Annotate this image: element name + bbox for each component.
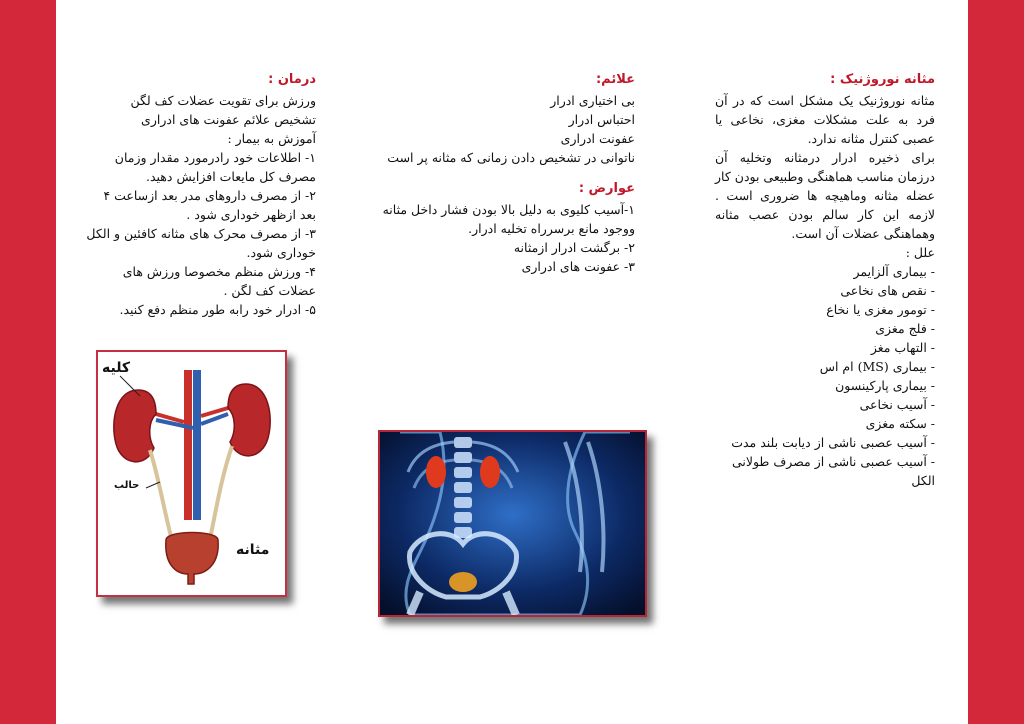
list-item: - التهاب مغز xyxy=(870,340,935,355)
bladder-shape xyxy=(166,533,218,585)
list-item: - تومور مغزی یا نخاع xyxy=(826,302,935,317)
list-item: - آسیب عصبی ناشی از مصرف طولانی الکل xyxy=(731,454,935,488)
symptoms-list xyxy=(370,91,635,167)
list-item: - نقص های نخاعی xyxy=(840,283,935,298)
list-item: ۳- از مصرف محرک های مثانه کافئین و الکل خوداری شود. xyxy=(86,226,316,260)
bladder-label: مثانه xyxy=(236,542,270,558)
right-kidney-xray xyxy=(480,456,500,488)
treatment-line: تشخیص علائم عفونت های ادراری xyxy=(141,112,316,127)
list-item: ناتوانی در تشخیص دادن زمانی که مثانه پر است xyxy=(387,150,635,165)
list-item: ۱-آسیب کلیوی به دلیل بالا بودن فشار داخل مثانه ووجود مانع برسرراه تخلیه ادرار. xyxy=(382,202,635,236)
education-label: آموزش به بیمار : xyxy=(227,131,316,146)
causes-list xyxy=(715,262,935,490)
vena-cava-shape xyxy=(193,370,201,520)
treatment-title: درمان : xyxy=(268,72,316,87)
list-item: - بیماری (MS) ام اس xyxy=(819,359,935,374)
education-list xyxy=(86,148,316,319)
list-item: - سکته مغزی xyxy=(865,416,935,431)
intro-paragraph: مثانه نوروژنیک یک مشکل است که در آن فرد به علت مشکلات مغزی، نخاعی یا عصبی کنترل مثانه ندارد. xyxy=(715,93,935,146)
list-item: - آسیب عصبی ناشی از دیابت بلند مدت xyxy=(731,435,935,450)
neurogenic-bladder-section xyxy=(715,70,935,490)
list-item: - بیماری پارکینسون xyxy=(835,378,935,393)
list-item: ۳- عفونت های ادراری xyxy=(521,259,635,274)
list-item: - فلج مغزی xyxy=(875,321,935,336)
kidney-label: کلیه xyxy=(102,360,131,376)
left-kidney-xray xyxy=(426,456,446,488)
xray-background xyxy=(380,432,645,615)
list-item: - بیماری آلزایمر xyxy=(853,264,935,279)
bladder-xray xyxy=(449,572,477,592)
spine-group xyxy=(454,437,472,538)
list-item: ۲- از مصرف داروهای مدر بعد ازساعت ۴ بعد ازظهر خوداری شود . xyxy=(103,188,316,222)
list-item: عفونت ادراری xyxy=(560,131,635,146)
complications-list xyxy=(370,200,635,276)
symptoms-title: علائم: xyxy=(595,72,635,87)
xray-illustration xyxy=(380,432,645,615)
left-red-band xyxy=(0,0,56,724)
right-kidney-shape xyxy=(228,384,270,456)
xray-pelvis-image xyxy=(378,430,647,617)
neurogenic-bladder-title: مثانه نوروژنیک : xyxy=(830,72,935,87)
complications-section xyxy=(370,179,635,276)
list-item: ۴- ورزش منظم مخصوصا ورزش های عضلات کف لگن . xyxy=(122,264,316,298)
function-paragraph: برای ذخیره ادرار درمثانه وتخلیه آن درزمان مناسب هماهنگی وطبیعی بودن کار عضله مثانه وماهیچه ها ضروری است . لازمه این کار سالم بودن عصب مثانه وهماهنگی عضلات آن است. xyxy=(715,150,935,241)
list-item: - آسیب نخاعی xyxy=(859,397,935,412)
treatment-line: ورزش برای تقویت عضلات کف لگن xyxy=(130,93,316,108)
causes-label: علل : xyxy=(905,245,935,260)
symptoms-section xyxy=(370,70,635,276)
list-item: ۲- برگشت ادرار ازمثانه xyxy=(513,240,635,255)
ureter-label: حالب xyxy=(114,480,140,491)
right-red-band xyxy=(968,0,1024,724)
aorta-shape xyxy=(184,370,192,520)
left-ureter xyxy=(150,450,174,548)
complications-title: عوارض : xyxy=(578,181,635,196)
urinary-system-diagram xyxy=(96,350,287,597)
list-item: ۵- ادرار خود رابه طور منظم دفع کنید. xyxy=(119,302,316,317)
right-ureter xyxy=(208,446,232,548)
treatment-section xyxy=(86,70,316,319)
list-item: بی اختیاری ادرار xyxy=(550,93,635,108)
list-item: ۱- اطلاعات خود رادرمورد مقدار وزمان مصرف کل مایعات افزایش دهید. xyxy=(114,150,316,184)
list-item: احتباس ادرار xyxy=(568,112,635,127)
urinary-system-illustration xyxy=(98,352,285,595)
